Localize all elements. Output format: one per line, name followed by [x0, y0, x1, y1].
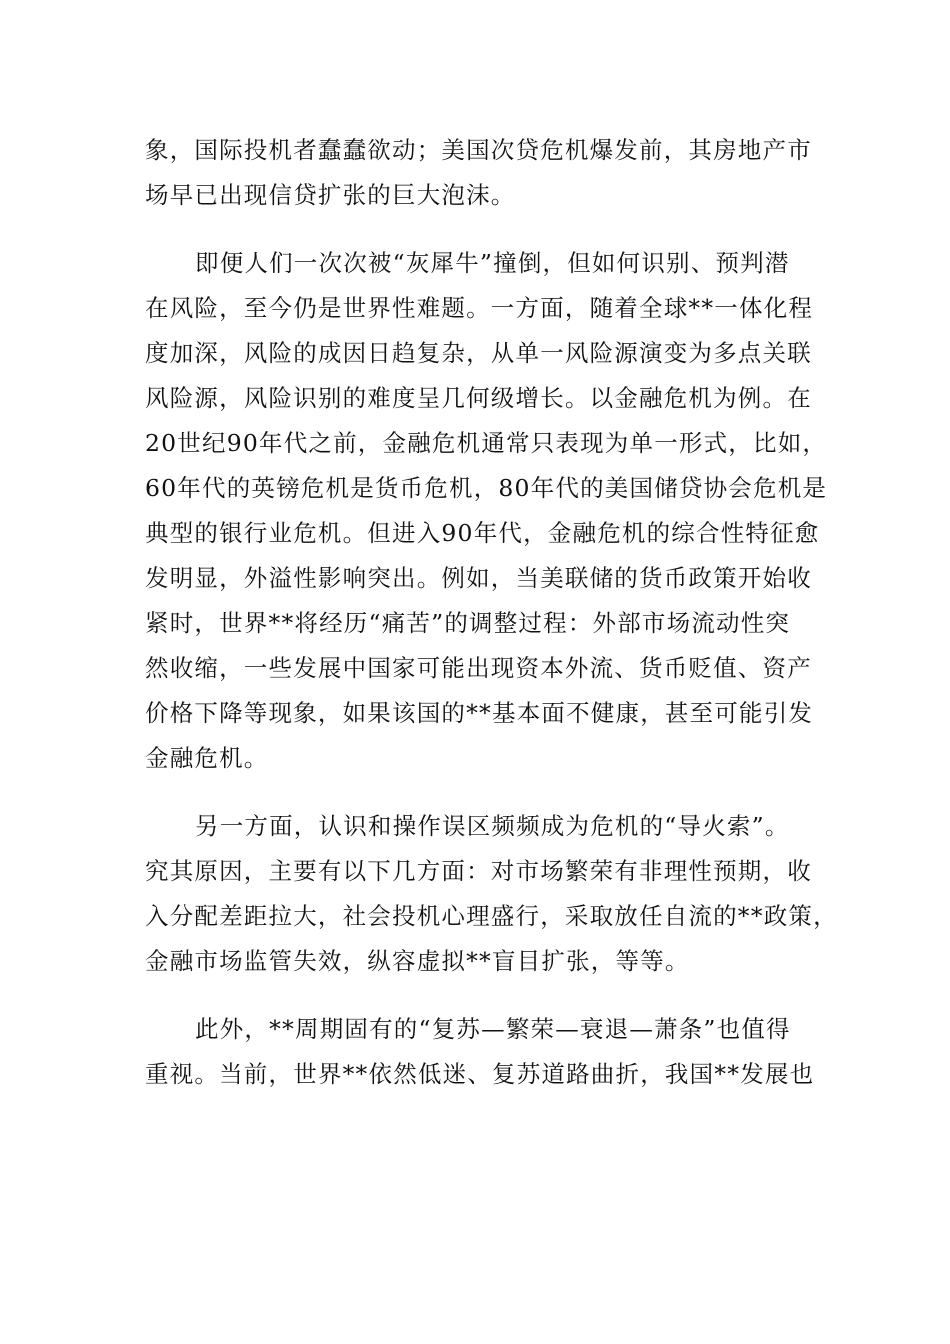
- paragraph-3: [145, 804, 838, 984]
- text-line: 然收缩，一些发展中国家可能出现资本外流、货币贬值、资产: [145, 654, 812, 682]
- text-line: 60年代的英镑危机是货币危机，80年代的美国储贷协会危机是: [145, 474, 828, 502]
- text-line: 价格下降等现象，如果该国的**基本面不健康，甚至可能引发: [145, 699, 814, 727]
- text-line: 金融危机。: [145, 744, 269, 772]
- text-line: 在风险，至今仍是世界性难题。一方面，随着全球**一体化程: [145, 294, 814, 322]
- text-line: 度加深，风险的成因日趋复杂，从单一风险源演变为多点关联: [145, 339, 812, 367]
- paragraph-1: [145, 128, 812, 218]
- text-line: 即便人们一次次被“灰犀牛”撞倒，但如何识别、预判潜: [195, 249, 790, 277]
- text-line: 金融市场监管失效，纵容虚拟**盲目扩张，等等。: [145, 947, 690, 975]
- text-line: 另一方面，认识和操作误区频频成为危机的“导火索”。: [195, 812, 790, 840]
- text-line: 象，国际投机者蠢蠢欲动；美国次贷危机爆发前，其房地产市: [145, 136, 812, 164]
- text-line: 20世纪90年代之前，金融危机通常只表现为单一形式，比如，: [145, 429, 828, 457]
- document-body: [145, 128, 838, 1120]
- paragraph-2: [145, 241, 828, 781]
- text-line: 重视。当前，世界**依然低迷、复苏道路曲折，我国**发展也: [145, 1060, 815, 1088]
- text-line: 此外，**周期固有的“复苏—繁荣—衰退—萧条”也值得: [195, 1015, 791, 1043]
- text-line: 风险源，风险识别的难度呈几何级增长。以金融危机为例。在: [145, 384, 812, 412]
- paragraph-4: [145, 1007, 815, 1097]
- text-line: 紧时，世界**将经历“痛苦”的调整过程：外部市场流动性突: [145, 609, 791, 637]
- text-line: 入分配差距拉大，社会投机心理盛行，采取放任自流的**政策，: [145, 902, 838, 930]
- text-line: 发明显，外溢性影响突出。例如，当美联储的货币政策开始收: [145, 564, 812, 592]
- text-line: 典型的银行业危机。但进入90年代，金融危机的综合性特征愈: [145, 519, 820, 547]
- text-line: 场早已出现信贷扩张的巨大泡沫。: [145, 181, 516, 209]
- text-line: 究其原因，主要有以下几方面：对市场繁荣有非理性预期，收: [145, 857, 812, 885]
